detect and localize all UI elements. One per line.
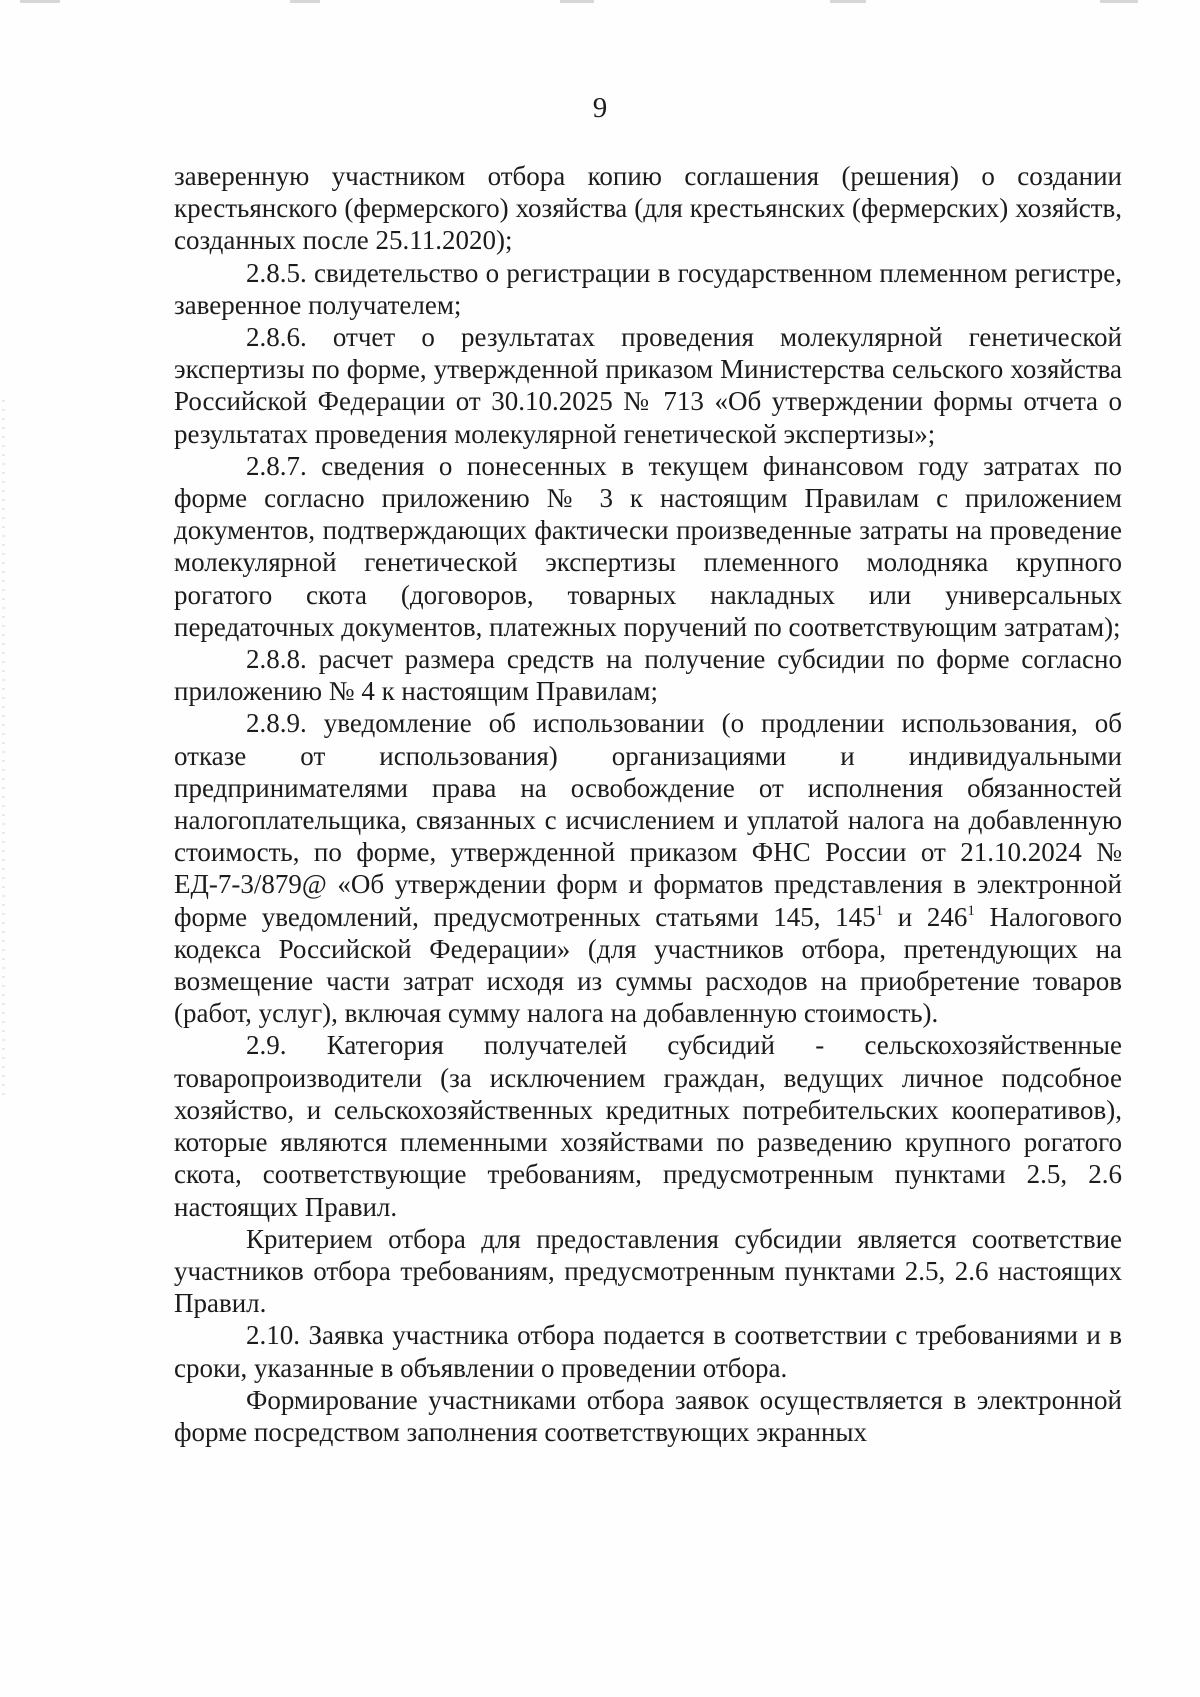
- paragraph-application-forming: Формирование участниками отбора заявок осуществляется в электронной форме посредством заполнения соответствующих экранных: [174, 1384, 1122, 1447]
- paragraph-selection-criterion: Критерием отбора для предоставления субсидии является соответствие участников отбора требованиям, предусмотренным пунктами 2.5, 2.6 настоящих Правил.: [174, 1223, 1122, 1319]
- paragraph-2-8-8: 2.8.8. расчет размера средств на получение субсидии по форме согласно приложению № 4 к настоящим Правилам;: [174, 644, 1122, 707]
- scan-artifact: [560, 0, 594, 3]
- article-superscript: 1: [875, 902, 884, 919]
- scan-artifact: [1100, 0, 1138, 3]
- paragraph-2-8-5: 2.8.5. свидетельство о регистрации в государственном племенном регистре, заверенное получателем;: [174, 257, 1122, 320]
- paragraph-2-8-6: 2.8.6. отчет о результатах проведения молекулярной генетической экспертизы по форме, утвержденной приказом Министерства сельского хозяйства Российской Федерации от 30.10.2025 № 713 «Об утверждении формы отчета о результатах проведения молекулярной генетической экспертизы»;: [174, 322, 1122, 449]
- binding-margin: [2, 400, 5, 1100]
- page-number: 9: [592, 92, 608, 124]
- paragraph-continuation: заверенную участником отбора копию соглашения (решения) о создании крестьянского (фермерского) хозяйства (для крестьянских (фермерских) хозяйств, созданных после 25.11.2020);: [174, 161, 1122, 256]
- article-superscript: 1: [967, 902, 975, 919]
- paragraph-2-8-9: [174, 707, 1122, 1029]
- scan-artifact: [20, 0, 60, 3]
- paragraph-2-8-9-part-2: и 246: [883, 901, 968, 932]
- scan-artifact: [830, 0, 866, 3]
- paragraph-2-8-7: 2.8.7. сведения о понесенных в текущем финансовом году затратах по форме согласно приложению № 3 к настоящим Правилам с приложением документов, подтверждающих фактически произведенные затраты на проведение молекулярной генетической экспертизы племенного молодняка крупного рогатого скота (договоров, товарных накладных или универсальных передаточных документов, платежных поручений по соответствующим затратам);: [174, 450, 1122, 642]
- paragraph-2-8-9-part-3: Налогового кодекса Российской Федерации» (для участников отбора, претендующих на возмещение части затрат исходя из суммы расходов на приобретение товаров (работ, услуг), включая сумму налога на добавленную стоимость).: [174, 901, 1123, 1029]
- paragraph-2-9: 2.9. Категория получателей субсидий - сельскохозяйственные товаропроизводители (за исключением граждан, ведущих личное подсобное хозяйство, и сельскохозяйственных кредитных потребительских кооперативов), которые являются племенными хозяйствами по разведению крупного рогатого скота, соответствующие требованиям, предусмотренным пунктами 2.5, 2.6 настоящих Правил.: [174, 1030, 1122, 1222]
- scan-artifact: [290, 0, 320, 3]
- paragraph-2-10: 2.10. Заявка участника отбора подается в соответствии с требованиями и в сроки, указанные в объявлении о проведении отбора.: [174, 1320, 1122, 1383]
- document-body: [174, 160, 1122, 1448]
- paragraph-2-8-9-part-1: 2.8.9. уведомление об использовании (о продлении использования, об отказе от использования) организациями и индивидуальными предпринимателями права на освобождение от исполнения обязанностей налогоплательщика, связанных с исчислением и уплатой налога на добавленную стоимость, по форме, утвержденной приказом ФНС России от 21.10.2024 № ЕД-7-3/879@ «Об утверждении форм и форматов представления в электронной форме уведомлений, предусмотренных статьями 145, 145: [174, 708, 1122, 932]
